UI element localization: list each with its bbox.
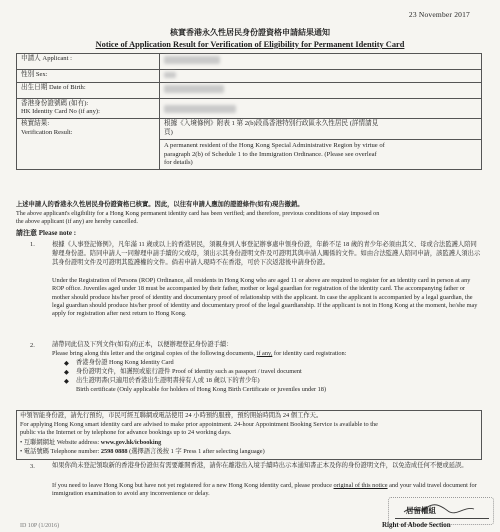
result-en-line-3: for details) [164, 159, 193, 167]
note-3-chinese: 如果你尚未登記領取新的香港身份證但有需要離開香港，請你在離港出入境手續時出示本通知書正本及你的身份證明文件，以免造成任何不便或延誤。 [52, 462, 468, 469]
please-note-label: 請注意 Please note : [16, 229, 77, 237]
diamond-bullet-icon: ◆ [64, 378, 69, 385]
statement-en-line-1: The above applicant's eligibility for a Hong Kong permanent identity card has been verified; and therefore, previous conditions of stay imposed on [16, 210, 380, 217]
note-1-number: 1. [30, 241, 35, 248]
redacted-dob [164, 85, 224, 93]
form-code: ID 10P (1/2016) [20, 523, 60, 529]
booking-en-line-1: For applying Hong Kong smart identity card are advised to make prior appointment. 24-hour Appointment Booking Service is available to the [20, 421, 378, 428]
note-3-english [52, 482, 484, 498]
note-2-number: 2. [30, 342, 35, 349]
title-english-text: Notice of Application Result for Verification of Eligibility for Permanent Identity Card [95, 40, 405, 49]
result-zh-line-1: 根據《入境條例》附表 1 第 2(b)段爲香港特別行政區永久性居民 (詳情請見 [164, 119, 379, 127]
applicant-value [160, 54, 482, 70]
dob-label: 出生日期 Date of Birth: [17, 83, 160, 99]
result-label-zh: 核實結果: [21, 119, 50, 127]
note-2-en-part-1: Please bring along this letter and the original copies of the following documents, [52, 350, 256, 357]
title-chinese: 核實香港永久性居民身份證資格申請結果通知 [170, 28, 330, 37]
redacted-hkid [164, 105, 236, 113]
hkid-label-en: HK Identity Card No (if any): [21, 108, 100, 116]
statement-english [16, 210, 486, 226]
website-link[interactable]: www.gov.hk/icbooking [100, 439, 162, 446]
booking-english [20, 421, 478, 437]
telephone-note: (選擇語言後按 1 字 Press 1 after selecting language) [129, 448, 265, 455]
doc-item-2: 身份證明文件，如護照或旅行證件 Proof of identity such as passport / travel document [76, 368, 302, 375]
diamond-bullet-icon: ◆ [64, 369, 69, 376]
doc-item-1: 香港身份證 Hong Kong Identity Card [76, 359, 174, 366]
note-3-number: 3. [30, 463, 35, 470]
result-english [160, 139, 481, 168]
note-3-en-part-3: and your valid travel document for immigration examination to avoid any inconvenience or delay. [52, 482, 477, 498]
redacted-sex [164, 72, 176, 78]
row-sex [17, 69, 482, 83]
note-2-en-if-any: if any, [256, 350, 273, 357]
booking-website-row [20, 439, 478, 447]
hkid-label-zh: 香港身份證號碼 (如有): [21, 99, 89, 107]
note-2-english [52, 350, 482, 358]
result-zh-line-2: 頁) [164, 128, 173, 136]
applicant-label: 申請人 Applicant : [17, 54, 160, 70]
booking-chinese: 申領智能身份證，請先行預約，市民可經互聯網或電話使用 24 小時預約服務，預約開始時間為 24 個工作天。 [20, 412, 323, 419]
redacted-applicant-name [164, 56, 220, 64]
note-3-en-original: original of this notice [333, 482, 388, 489]
telephone-number: 2598 0888 [100, 448, 128, 455]
hkid-value [160, 98, 482, 118]
applicant-info-table [16, 53, 482, 170]
note-1-english: Under the Registration of Persons (ROP) Ordinance, all residents in Hong Kong who are aged 11 or above are required to register for an identity card in person at any ROP office. Juveniles aged under 18 must be accompanied by their father, mother or legal guardian for registration of the identity card. The accompanying father or mother should produce his/her proof of identity and documentary proof of relationship with the applicant. In case the applicant is accompanied by a legal guardian, the legal guardian should produce his/her proof of identity and documentary proof of the legal guardianship. If the applicant is not in Hong Kong at the moment, he/she may apply for registration after next return to Hong Kong. [52, 277, 478, 318]
statement-en-line-2: the above applicant (if any) are hereby cancelled. [16, 218, 138, 226]
sex-value [160, 69, 482, 83]
result-en-line-2: paragraph 2(b) of Schedule 1 to the Immigration Ordinance. (Please see overleaf [164, 150, 377, 158]
hkid-label [17, 98, 160, 118]
website-label: • 互聯網網址 Website address: [20, 439, 100, 446]
doc-item-3-english: Birth certificate (Only applicable for holders of Hong Kong Birth Certificate or juveniles under 18) [76, 386, 327, 393]
note-2-en-part-2: for identity card registration: [273, 350, 347, 357]
row-dob [17, 83, 482, 99]
result-label-en: Verification Result: [21, 128, 73, 136]
signature-dept-chinese: 居留權組 [406, 506, 436, 515]
result-en-line-1: A permanent resident of the Hong Kong Special Administrative Region by virtue of [164, 142, 385, 150]
note-2-chinese: 請帶同此信及下列文件(如有)的正本，以便辦理登記身份證手續： [52, 341, 233, 348]
row-hkid [17, 98, 482, 118]
row-applicant [17, 54, 482, 70]
statement-chinese: 上述申請人的香港永久性居民身份證資格已核實。因此，以往有申請人應加的證證條件(如有)現告撤銷。 [16, 201, 304, 208]
title-english [0, 40, 500, 49]
telephone-label: • 電話號碼 Telephone number: [20, 448, 100, 455]
result-value [160, 118, 482, 169]
doc-item-3-chinese: 出生證明書(只適用於香港出生證明書持有人或 18 歲以下的青少年) [76, 377, 260, 384]
result-label [17, 118, 160, 169]
booking-telephone-row [20, 448, 478, 456]
booking-en-line-2: public via the Internet or by telephone for advance bookings up to 24 working days. [20, 429, 232, 437]
signature-line [395, 518, 489, 519]
note-3-en-part-1: If you need to leave Hong Kong but have not yet registered for a new Hong Kong identity card, please produce [52, 482, 332, 489]
dob-value [160, 83, 482, 99]
sex-label: 性別 Sex: [17, 69, 160, 83]
diamond-bullet-icon: ◆ [64, 360, 69, 367]
signature-dept-english: Right of Abode Section [382, 521, 451, 529]
note-1-chinese: 根據《人事登記條例》，凡年滿 11 歲或以上的香港居民，須親身到人事登記辦事處申領身份證，年齡不足 18 歲的青少年必須由其父、母或合法監護人陪同辦理身份證。陪同申請人一同辦理申請手續的父或母，須出示其身份證明文件及可證明其與申請人關係的文件。如由合法監護人陪同申請，該監護人須出示其身份證明文件及可證明其監護權的文件。倘若申請人現時不在香港，可於下次返港後申請身份證。 [52, 241, 481, 266]
row-result [17, 118, 482, 169]
issue-date: 23 November 2017 [408, 10, 470, 19]
